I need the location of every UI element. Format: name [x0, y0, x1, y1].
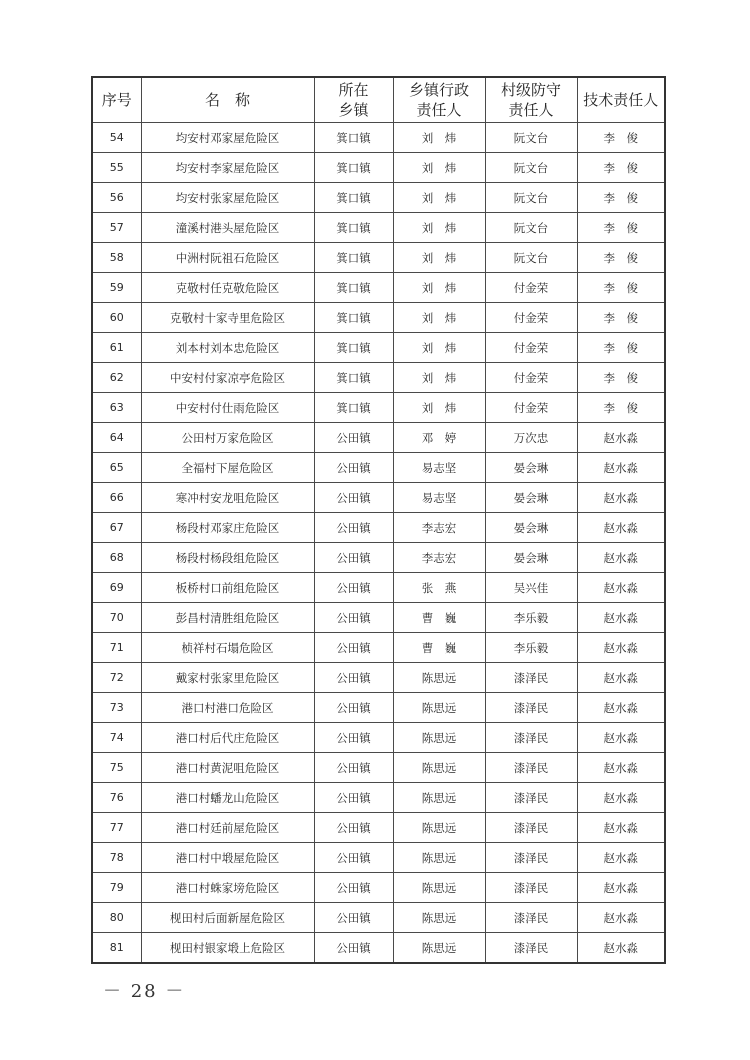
cell-name: 枧田村银家塅上危险区: [141, 933, 314, 964]
cell-village-responsible: 漆泽民: [485, 783, 577, 813]
cell-town: 公田镇: [314, 933, 393, 964]
cell-town: 公田镇: [314, 573, 393, 603]
cell-gov-responsible: 陈思远: [393, 813, 485, 843]
cell-name: 港口村后代庄危险区: [141, 723, 314, 753]
cell-index: 54: [92, 123, 141, 153]
cell-town: 公田镇: [314, 903, 393, 933]
cell-tech-responsible: 赵水淼: [577, 873, 665, 903]
cell-town: 公田镇: [314, 633, 393, 663]
cell-village-responsible: 漆泽民: [485, 873, 577, 903]
cell-town: 公田镇: [314, 663, 393, 693]
cell-town: 箕口镇: [314, 243, 393, 273]
cell-tech-responsible: 李 俊: [577, 153, 665, 183]
cell-index: 59: [92, 273, 141, 303]
cell-town: 箕口镇: [314, 393, 393, 423]
cell-tech-responsible: 赵水淼: [577, 753, 665, 783]
cell-index: 81: [92, 933, 141, 964]
table-row: [92, 663, 665, 693]
cell-village-responsible: 漆泽民: [485, 753, 577, 783]
cell-gov-responsible: 张 燕: [393, 573, 485, 603]
cell-name: 潼溪村港头屋危险区: [141, 213, 314, 243]
cell-tech-responsible: 赵水淼: [577, 513, 665, 543]
cell-name: 克敬村十家寺里危险区: [141, 303, 314, 333]
cell-town: 箕口镇: [314, 123, 393, 153]
cell-gov-responsible: 陈思远: [393, 693, 485, 723]
cell-gov-responsible: 刘 炜: [393, 303, 485, 333]
table-row: [92, 753, 665, 783]
cell-name: 枧田村后面新屋危险区: [141, 903, 314, 933]
cell-gov-responsible: 刘 炜: [393, 183, 485, 213]
cell-village-responsible: 付金荣: [485, 333, 577, 363]
cell-tech-responsible: 赵水淼: [577, 603, 665, 633]
cell-town: 公田镇: [314, 453, 393, 483]
cell-index: 80: [92, 903, 141, 933]
table-row: [92, 303, 665, 333]
table-row: [92, 783, 665, 813]
cell-town: 箕口镇: [314, 303, 393, 333]
cell-index: 66: [92, 483, 141, 513]
table-row: [92, 903, 665, 933]
cell-name: 板桥村口前组危险区: [141, 573, 314, 603]
cell-town: 公田镇: [314, 843, 393, 873]
header-index: 序号: [92, 77, 141, 123]
cell-town: 公田镇: [314, 693, 393, 723]
cell-tech-responsible: 李 俊: [577, 213, 665, 243]
cell-town: 公田镇: [314, 873, 393, 903]
page-number: － 28 －: [103, 981, 186, 1002]
cell-tech-responsible: 赵水淼: [577, 783, 665, 813]
cell-tech-responsible: 赵水淼: [577, 693, 665, 723]
cell-name: 中安村付家凉亭危险区: [141, 363, 314, 393]
table-row: [92, 843, 665, 873]
cell-index: 72: [92, 663, 141, 693]
cell-gov-responsible: 陈思远: [393, 933, 485, 964]
cell-village-responsible: 付金荣: [485, 273, 577, 303]
cell-tech-responsible: 赵水淼: [577, 723, 665, 753]
cell-tech-responsible: 赵水淼: [577, 903, 665, 933]
cell-index: 71: [92, 633, 141, 663]
cell-gov-responsible: 刘 炜: [393, 123, 485, 153]
header-village-line2: 责任人: [508, 101, 554, 119]
cell-gov-responsible: 刘 炜: [393, 363, 485, 393]
cell-gov-responsible: 邓 婷: [393, 423, 485, 453]
cell-gov-responsible: 陈思远: [393, 783, 485, 813]
cell-village-responsible: 阮文台: [485, 123, 577, 153]
cell-index: 73: [92, 693, 141, 723]
cell-village-responsible: 漆泽民: [485, 723, 577, 753]
table-row: [92, 603, 665, 633]
cell-town: 公田镇: [314, 543, 393, 573]
cell-gov-responsible: 李志宏: [393, 543, 485, 573]
cell-town: 箕口镇: [314, 183, 393, 213]
cell-town: 公田镇: [314, 603, 393, 633]
cell-village-responsible: 付金荣: [485, 393, 577, 423]
table-header-row: [92, 77, 665, 123]
table-row: [92, 213, 665, 243]
cell-village-responsible: 漆泽民: [485, 903, 577, 933]
cell-index: 69: [92, 573, 141, 603]
cell-index: 65: [92, 453, 141, 483]
cell-tech-responsible: 李 俊: [577, 123, 665, 153]
header-town: [314, 77, 393, 123]
cell-index: 60: [92, 303, 141, 333]
cell-village-responsible: 晏会琳: [485, 483, 577, 513]
cell-tech-responsible: 李 俊: [577, 183, 665, 213]
header-gov-line2: 责任人: [416, 101, 462, 119]
table-row: [92, 243, 665, 273]
cell-gov-responsible: 陈思远: [393, 663, 485, 693]
cell-tech-responsible: 赵水淼: [577, 813, 665, 843]
table-row: [92, 123, 665, 153]
cell-tech-responsible: 赵水淼: [577, 423, 665, 453]
cell-gov-responsible: 李志宏: [393, 513, 485, 543]
cell-name: 均安村李家屋危险区: [141, 153, 314, 183]
table-row: [92, 363, 665, 393]
cell-index: 67: [92, 513, 141, 543]
cell-village-responsible: 阮文台: [485, 213, 577, 243]
cell-town: 箕口镇: [314, 213, 393, 243]
cell-town: 公田镇: [314, 513, 393, 543]
cell-gov-responsible: 易志坚: [393, 453, 485, 483]
cell-village-responsible: 李乐毅: [485, 603, 577, 633]
cell-gov-responsible: 陈思远: [393, 843, 485, 873]
cell-index: 75: [92, 753, 141, 783]
cell-village-responsible: 阮文台: [485, 153, 577, 183]
cell-index: 70: [92, 603, 141, 633]
cell-tech-responsible: 赵水淼: [577, 543, 665, 573]
cell-village-responsible: 阮文台: [485, 243, 577, 273]
cell-tech-responsible: 李 俊: [577, 303, 665, 333]
table-row: [92, 723, 665, 753]
table-row: [92, 633, 665, 663]
cell-index: 55: [92, 153, 141, 183]
cell-index: 58: [92, 243, 141, 273]
cell-gov-responsible: 曹 巍: [393, 633, 485, 663]
cell-gov-responsible: 陈思远: [393, 723, 485, 753]
cell-gov-responsible: 陈思远: [393, 873, 485, 903]
cell-tech-responsible: 赵水淼: [577, 933, 665, 964]
table-row: [92, 333, 665, 363]
table-row: [92, 513, 665, 543]
cell-town: 公田镇: [314, 783, 393, 813]
header-town-line2: 乡镇: [338, 101, 369, 119]
cell-village-responsible: 漆泽民: [485, 813, 577, 843]
header-name: 名 称: [141, 77, 314, 123]
header-village-responsible: [485, 77, 577, 123]
cell-village-responsible: 付金荣: [485, 303, 577, 333]
cell-name: 克敬村任克敬危险区: [141, 273, 314, 303]
cell-name: 港口村蛛家塝危险区: [141, 873, 314, 903]
header-village-line1: 村级防守: [500, 81, 561, 99]
cell-town: 公田镇: [314, 753, 393, 783]
cell-village-responsible: 李乐毅: [485, 633, 577, 663]
cell-town: 箕口镇: [314, 333, 393, 363]
cell-name: 中洲村阮祖石危险区: [141, 243, 314, 273]
cell-gov-responsible: 刘 炜: [393, 243, 485, 273]
cell-town: 箕口镇: [314, 273, 393, 303]
cell-name: 港口村中塅屋危险区: [141, 843, 314, 873]
table-row: [92, 423, 665, 453]
table-row: [92, 543, 665, 573]
cell-gov-responsible: 陈思远: [393, 903, 485, 933]
header-gov-line1: 乡镇行政: [408, 81, 469, 99]
cell-index: 74: [92, 723, 141, 753]
table-row: [92, 153, 665, 183]
cell-name: 均安村张家屋危险区: [141, 183, 314, 213]
cell-tech-responsible: 李 俊: [577, 393, 665, 423]
cell-village-responsible: 付金荣: [485, 363, 577, 393]
cell-name: 杨段村邓家庄危险区: [141, 513, 314, 543]
cell-gov-responsible: 易志坚: [393, 483, 485, 513]
cell-index: 68: [92, 543, 141, 573]
cell-gov-responsible: 曹 巍: [393, 603, 485, 633]
cell-village-responsible: 晏会琳: [485, 453, 577, 483]
cell-index: 56: [92, 183, 141, 213]
cell-name: 中安村付仕雨危险区: [141, 393, 314, 423]
cell-tech-responsible: 赵水淼: [577, 843, 665, 873]
cell-name: 彭昌村清胜组危险区: [141, 603, 314, 633]
table-row: [92, 183, 665, 213]
cell-tech-responsible: 李 俊: [577, 243, 665, 273]
cell-gov-responsible: 刘 炜: [393, 333, 485, 363]
cell-village-responsible: 晏会琳: [485, 513, 577, 543]
cell-tech-responsible: 赵水淼: [577, 453, 665, 483]
cell-index: 79: [92, 873, 141, 903]
cell-tech-responsible: 赵水淼: [577, 573, 665, 603]
cell-name: 港口村廷前屋危险区: [141, 813, 314, 843]
table-row: [92, 573, 665, 603]
cell-tech-responsible: 李 俊: [577, 363, 665, 393]
cell-town: 公田镇: [314, 423, 393, 453]
cell-name: 港口村黄泥咀危险区: [141, 753, 314, 783]
cell-name: 均安村邓家屋危险区: [141, 123, 314, 153]
cell-tech-responsible: 李 俊: [577, 333, 665, 363]
header-town-line1: 所在: [338, 81, 369, 99]
table-row: [92, 273, 665, 303]
cell-name: 港口村蟠龙山危险区: [141, 783, 314, 813]
cell-tech-responsible: 赵水淼: [577, 663, 665, 693]
cell-name: 港口村港口危险区: [141, 693, 314, 723]
cell-name: 全福村下屋危险区: [141, 453, 314, 483]
cell-gov-responsible: 刘 炜: [393, 153, 485, 183]
table-row: [92, 393, 665, 423]
cell-gov-responsible: 刘 炜: [393, 273, 485, 303]
header-tech-responsible: 技术责任人: [577, 77, 665, 123]
table-row: [92, 873, 665, 903]
cell-town: 公田镇: [314, 813, 393, 843]
table-row: [92, 813, 665, 843]
cell-tech-responsible: 赵水淼: [577, 633, 665, 663]
cell-village-responsible: 漆泽民: [485, 933, 577, 964]
table-row: [92, 693, 665, 723]
cell-index: 62: [92, 363, 141, 393]
cell-village-responsible: 万次忠: [485, 423, 577, 453]
cell-name: 刘本村刘本忠危险区: [141, 333, 314, 363]
cell-name: 寒冲村安龙咀危险区: [141, 483, 314, 513]
cell-village-responsible: 晏会琳: [485, 543, 577, 573]
hazard-zone-table: [91, 76, 666, 964]
header-gov-responsible: [393, 77, 485, 123]
cell-name: 公田村万家危险区: [141, 423, 314, 453]
cell-town: 公田镇: [314, 483, 393, 513]
cell-gov-responsible: 刘 炜: [393, 213, 485, 243]
cell-town: 公田镇: [314, 723, 393, 753]
table-row: [92, 453, 665, 483]
table-row: [92, 933, 665, 964]
table-row: [92, 483, 665, 513]
cell-index: 63: [92, 393, 141, 423]
cell-village-responsible: 漆泽民: [485, 693, 577, 723]
cell-gov-responsible: 刘 炜: [393, 393, 485, 423]
cell-town: 箕口镇: [314, 363, 393, 393]
cell-town: 箕口镇: [314, 153, 393, 183]
cell-tech-responsible: 赵水淼: [577, 483, 665, 513]
cell-gov-responsible: 陈思远: [393, 753, 485, 783]
cell-name: 杨段村杨段组危险区: [141, 543, 314, 573]
cell-name: 戴家村张家里危险区: [141, 663, 314, 693]
cell-index: 57: [92, 213, 141, 243]
cell-village-responsible: 漆泽民: [485, 663, 577, 693]
cell-index: 76: [92, 783, 141, 813]
cell-index: 61: [92, 333, 141, 363]
cell-index: 77: [92, 813, 141, 843]
cell-village-responsible: 漆泽民: [485, 843, 577, 873]
cell-village-responsible: 吴兴佳: [485, 573, 577, 603]
cell-name: 桢祥村石塌危险区: [141, 633, 314, 663]
cell-village-responsible: 阮文台: [485, 183, 577, 213]
table-body: [92, 123, 665, 964]
cell-index: 64: [92, 423, 141, 453]
cell-tech-responsible: 李 俊: [577, 273, 665, 303]
cell-index: 78: [92, 843, 141, 873]
